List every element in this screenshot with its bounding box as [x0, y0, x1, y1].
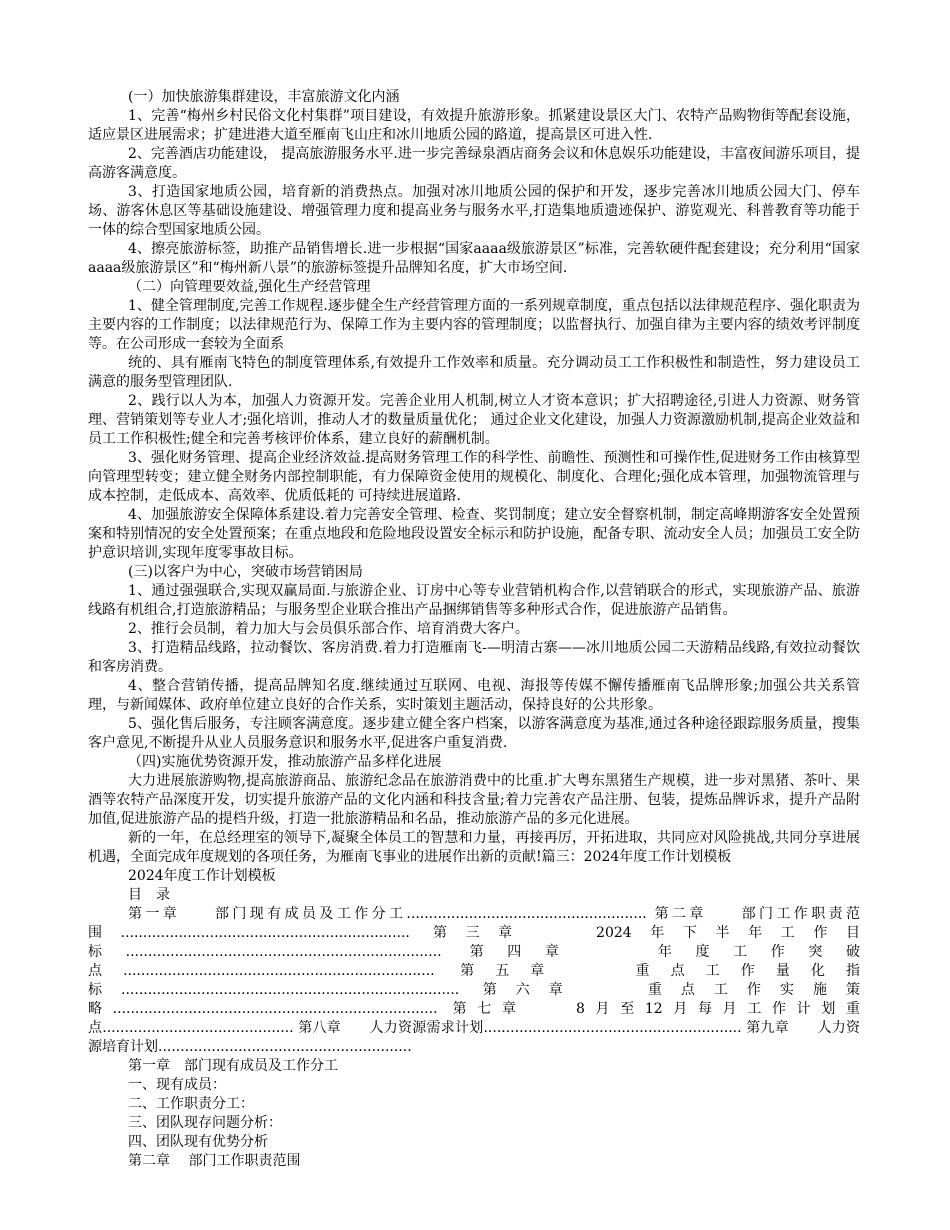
toc-heading: 目 录	[128, 887, 170, 903]
paragraph: 1、通过强强联合,实现双赢局面.与旅游企业、订房中心等专业营销机构合作,以营销联合的形式，实现旅游产品、旅游线路有机组合,打造旅游精品；与服务型企业联合推出产品捆绑销售等多种形式合作，促进旅游产品销售。	[88, 583, 860, 618]
paragraph: 2、践行以人为本，加强人力资源开发。完善企业用人机制,树立人才资本意识；扩大招聘途径,引进人力资源、财务管理、营销策划等专业人才;强化培训，推动人才的数量质量优化； 通过企业文化建设，加强人力资源激励机制,提高企业效益和员工工作积极性;健全和完善考核评价体系，建立良好的薪酬机制。	[88, 393, 860, 447]
paragraph: 3、打造国家地质公园，培育新的消费热点。加强对冰川地质公园的保护和开发，逐步完善冰川地质公园大门、停车场、游客休息区等基础设施建设、增强管理力度和提高业务与服务水平,打造集地质遗迹保护、游览观光、科普教育等功能于一体的综合型国家地质公园。	[88, 184, 860, 238]
paragraph: 3、强化财务管理、提高企业经济效益.提高财务管理工作的科学性、前瞻性、预测性和可操作性,促进财务工作由核算型向管理型转变；建立健全财务内部控制职能，有力保障资金使用的规模化、制度化、合理化;强化成本管理，加强物流管理与成本控制，走低成本、高效率、优质低耗的 可持续进展道路.	[88, 450, 860, 504]
section-heading-4: （四)实施优势资源开发，推动旅游产品多样化进展	[128, 754, 442, 770]
chapter-heading: 第二章 部门工作职责范围	[128, 1153, 301, 1169]
table-of-contents: 第一章 部门现有成员及工作分工...................................................... 第二章 部门工作职责范围................................................................. 第三章 2024年下半年工作目标....................................................................... 第四章 年度工作突破点...................................................................... 第五章 重点工作量化指标............................................................................ 第六章 重点工作实施策略......................................................................... 第七章 8月至12月每月工作计划重点........................................... 第八章 人力资源需求计划.......................................................... 第九章 人力资源培育计划.........................................................	[88, 906, 860, 1055]
paragraph: 新的一年，在总经理室的领导下,凝聚全体员工的智慧和力量，再接再厉，开拓进取，共同应对风险挑战,共同分享进展机遇，全面完成年度规划的各项任务，为雁南飞事业的进展作出新的贡献!篇三：2024年度工作计划模板	[88, 830, 860, 865]
chapter-heading: 第一章 部门现有成员及工作分工	[128, 1058, 338, 1074]
list-item: 三、团队现存问题分析：	[128, 1115, 282, 1131]
paragraph: 统的、具有雁南飞特色的制度管理体系,有效提升工作效率和质量。充分调动员工工作积极性和制造性，努力建设员工满意的服务型管理团队.	[88, 355, 860, 390]
paragraph: 4、擦亮旅游标签，助推产品销售增长.进一步根据“国家aaaa级旅游景区”标准，完善软硬件配套建设；充分利用“国家aaaa级旅游景区”和“梅州新八景”的旅游标签提升品牌知名度，扩大市场空间.	[88, 241, 860, 276]
paragraph: 5、强化售后服务，专注顾客满意度。逐步建立健全客户档案，以游客满意度为基准,通过各种途径跟踪服务质量，搜集客户意见,不断提升从业人员服务意识和服务水平,促进客户重复消费.	[88, 716, 860, 751]
section-heading-1: (一）加快旅游集群建设，丰富旅游文化内涵	[128, 89, 400, 105]
section-heading-3: (三)以客户为中心，突破市场营销困局	[128, 564, 363, 580]
paragraph: 1、完善“梅州乡村民俗文化村集群”项目建设，有效提升旅游形象。抓紧建设景区大门、农特产品购物街等配套设施，适应景区进展需求；扩建进港大道至雁南飞山庄和冰川地质公园的路道，提高景区可进入性.	[88, 108, 860, 143]
document-page	[88, 88, 860, 1171]
paragraph: 2、推行会员制，着力加大与会员俱乐部合作、培育消费大客户。	[128, 621, 529, 637]
paragraph: 3、打造精品线路，拉动餐饮、客房消费.着力打造雁南飞-—明清古寨——冰川地质公园二天游精品线路,有效拉动餐饮和客房消费。	[88, 640, 860, 675]
paragraph: 1、健全管理制度,完善工作规程.逐步健全生产经营管理方面的一系列规章制度，重点包括以法律规范程序、强化职责为主要内容的工作制度；以法律规范行为、保障工作为主要内容的管理制度；以监督执行、加强自律为主要内容的绩效考评制度等。在公司形成一套较为全面系	[88, 298, 860, 352]
paragraph: 大力进展旅游购物,提高旅游商品、旅游纪念品在旅游消费中的比重.扩大粤东黑猪生产规模，进一步对黑猪、茶叶、果酒等农特产品深度开发，切实提升旅游产品的文化内涵和科技含量;着力完善农产品注册、包装，提炼品牌诉求，提升产品附加值,促进旅游产品的提档升级，打造一批旅游精品和名品，推动旅游产品的多元化进展。	[88, 773, 860, 827]
paragraph: 4、加强旅游安全保障体系建设.着力完善安全管理、检查、奖罚制度；建立安全督察机制，制定高峰期游客安全处置预案和特别情况的安全处置预案；在重点地段和危险地段设置安全标示和防护设施，配备专职、流动安全人员；加强员工安全防护意识培训,实现年度零事故目标。	[88, 507, 860, 561]
section-heading-2: （二）向管理要效益,强化生产经营管理	[128, 279, 371, 295]
list-item: 二、工作职责分工：	[128, 1096, 254, 1112]
list-item: 一、现有成员：	[128, 1077, 226, 1093]
paragraph: 2、完善酒店功能建设， 提高旅游服务水平.进一步完善绿泉酒店商务会议和休息娱乐功能建设，丰富夜间游乐项目，提高游客满意度。	[88, 146, 860, 181]
template-title: 2024年度工作计划模板	[128, 868, 276, 884]
paragraph: 4、整合营销传播，提高品牌知名度.继续通过互联网、电视、海报等传媒不懈传播雁南飞品牌形象;加强公共关系管理，与新闻媒体、政府单位建立良好的合作关系，实时策划主题活动，保持良好的公共形象。	[88, 678, 860, 713]
list-item: 四、团队现有优势分析	[128, 1134, 268, 1150]
